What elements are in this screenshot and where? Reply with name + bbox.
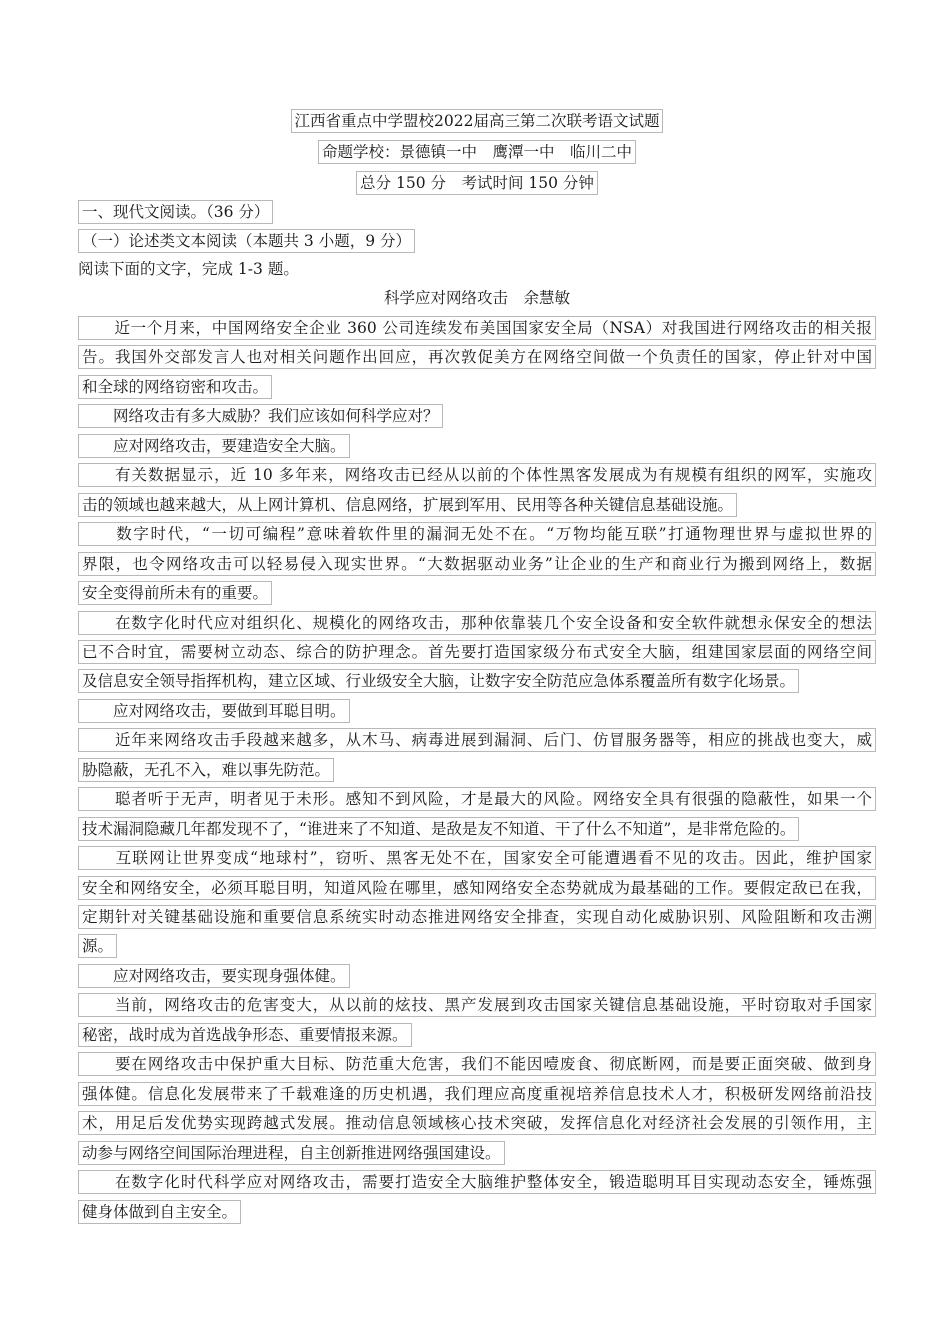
article-line-text: 健身体做到自主安全。 xyxy=(78,1200,241,1224)
article-line-text: 当前，网络攻击的危害变大，从以前的炫技、黑产发展到攻击国家关键信息基础设施，平时窃取对手国家 xyxy=(78,993,876,1017)
article-line-text: 近一个月来，中国网络安全企业 360 公司连续发布美国国家安全局（NSA）对我国进行网络攻击的相关报 xyxy=(78,316,876,340)
article-title: 科学应对网络攻击 余慧敏 xyxy=(383,289,570,307)
article-line xyxy=(78,787,876,811)
article-line xyxy=(78,493,876,517)
article-line xyxy=(78,522,876,546)
article-line-text: 定期针对关键基础设施和重要信息系统实时动态推进网络安全排查，实现自动化威胁识别、风险阻断和攻击溯 xyxy=(78,905,876,929)
article-line xyxy=(78,581,876,605)
article-line-text: 击的领域也越来越大，从上网计算机、信息网络，扩展到军用、民用等各种关键信息基础设施。 xyxy=(78,493,737,517)
article-line xyxy=(78,993,876,1017)
article-line xyxy=(78,669,876,693)
article-line xyxy=(78,1052,876,1076)
article-line-text: 界限，也令网络攻击可以轻易侵入现实世界。“大数据驱动业务”让企业的生产和商业行为搬到网络上，数据 xyxy=(78,552,876,576)
article-line-text: 有关数据显示，近 10 多年来，网络攻击已经从以前的个体性黑客发展成为有规模有组织的网军，实施攻 xyxy=(78,463,876,487)
article-line xyxy=(78,905,876,929)
article-line-text: 应对网络攻击，要实现身强体健。 xyxy=(78,964,350,988)
article-line-text: 技术漏洞隐藏几年都发现不了，“谁进来了不知道、是敌是友不知道、干了什么不知道”，是非常危险的。 xyxy=(78,817,799,841)
article-line xyxy=(78,876,876,900)
section-heading-line xyxy=(78,200,876,224)
article-line xyxy=(78,345,876,369)
article-line xyxy=(78,640,876,664)
article-line-text: 和全球的网络窃密和攻击。 xyxy=(78,375,272,399)
article-line xyxy=(78,758,876,782)
article-line xyxy=(78,463,876,487)
article-line-text: 在数字化时代应对组织化、规模化的网络攻击，那种依靠装几个安全设备和安全软件就想永保安全的想法 xyxy=(78,611,876,635)
article-line-text: 应对网络攻击，要建造安全大脑。 xyxy=(78,434,350,458)
article-line-text: 在数字化时代科学应对网络攻击，需要打造安全大脑维护整体安全，锻造聪明耳目实现动态安全，锤炼强 xyxy=(78,1170,876,1194)
exam-title: 江西省重点中学盟校2022届高三第二次联考语文试题 xyxy=(291,109,664,133)
exam-info-line xyxy=(78,171,876,195)
setter-schools: 命题学校：景德镇一中 鹰潭一中 临川二中 xyxy=(318,140,636,164)
article-line xyxy=(78,375,876,399)
schools-line xyxy=(78,140,876,164)
article-line-text: 安全和网络安全，必须耳聪目明，知道风险在哪里，感知网络安全态势就成为最基础的工作。要假定敌已在我， xyxy=(78,876,876,900)
article-line xyxy=(78,964,876,988)
article-line-text: 告。我国外交部发言人也对相关问题作出回应，再次敦促美方在网络空间做一个负责任的国家，停止针对中国 xyxy=(78,345,876,369)
article-line xyxy=(78,316,876,340)
article-line xyxy=(78,846,876,870)
article-line xyxy=(78,434,876,458)
article-line xyxy=(78,1200,876,1224)
subsection-heading-line xyxy=(78,229,876,253)
article-line xyxy=(78,728,876,752)
article-line-text: 聪者听于无声，明者见于未形。感知不到风险，才是最大的风险。网络安全具有很强的隐蔽性，如果一个 xyxy=(78,787,876,811)
article-line-text: 应对网络攻击，要做到耳聪目明。 xyxy=(78,699,350,723)
article-line-text: 安全变得前所未有的重要。 xyxy=(78,581,272,605)
article-line-text: 强体健。信息化发展带来了千载难逢的历史机遇，我们理应高度重视培养信息技术人才，积极研发网络前沿技 xyxy=(78,1082,876,1106)
article-line-text: 秘密，战时成为首选战争形态、重要情报来源。 xyxy=(78,1023,412,1047)
article-line-text: 已不合时宜，需要树立动态、综合的防护理念。首先要打造国家级分布式安全大脑，组建国家层面的网络空间 xyxy=(78,640,876,664)
article-line-text: 术，用足后发优势实现跨越式发展。推动信息领域核心技术突破，发挥信息化对经济社会发展的引领作用，主 xyxy=(78,1111,876,1135)
exam-title-line xyxy=(78,109,876,133)
article-line xyxy=(78,817,876,841)
article-line xyxy=(78,699,876,723)
subsection-heading: （一）论述类文本阅读（本题共 3 小题，9 分） xyxy=(78,229,415,253)
article-line xyxy=(78,611,876,635)
article-line-text: 胁隐蔽，无孔不入，难以事先防范。 xyxy=(78,758,334,782)
instruction-line xyxy=(78,258,876,282)
article-line-text: 近年来网络攻击手段越来越多，从木马、病毒进展到漏洞、后门、仿冒服务器等，相应的挑战也变大，威 xyxy=(78,728,876,752)
article-line xyxy=(78,1082,876,1106)
reading-instruction: 阅读下面的文字，完成 1-3 题。 xyxy=(78,260,299,278)
section-heading: 一、现代文阅读。（36 分） xyxy=(78,200,273,224)
article-line-text: 要在网络攻击中保护重大目标、防范重大危害，我们不能因噎废食、彻底断网，而是要正面突破、做到身 xyxy=(78,1052,876,1076)
article-line xyxy=(78,1170,876,1194)
article-line-text: 网络攻击有多大威胁？我们应该如何科学应对？ xyxy=(78,404,443,428)
article-line xyxy=(78,404,876,428)
article-line xyxy=(78,1111,876,1135)
article-line xyxy=(78,934,876,958)
article-line-text: 数字时代，“一切可编程”意味着软件里的漏洞无处不在。“万物均能互联”打通物理世界与虚拟世界的 xyxy=(78,522,876,546)
article-line xyxy=(78,1023,876,1047)
article-title-line xyxy=(78,287,876,311)
article-line-text: 互联网让世界变成“地球村”，窃听、黑客无处不在，国家安全可能遭遇看不见的攻击。因此，维护国家 xyxy=(78,846,876,870)
article-line xyxy=(78,1141,876,1165)
article-line-text: 及信息安全领导指挥机构，建立区域、行业级安全大脑，让数字安全防范应急体系覆盖所有数字化场景。 xyxy=(78,669,799,693)
article-line-text: 动参与网络空间国际治理进程，自主创新推进网络强国建设。 xyxy=(78,1141,505,1165)
article-line-text: 源。 xyxy=(78,934,117,958)
exam-info: 总分 150 分 考试时间 150 分钟 xyxy=(356,171,598,195)
article-line xyxy=(78,552,876,576)
